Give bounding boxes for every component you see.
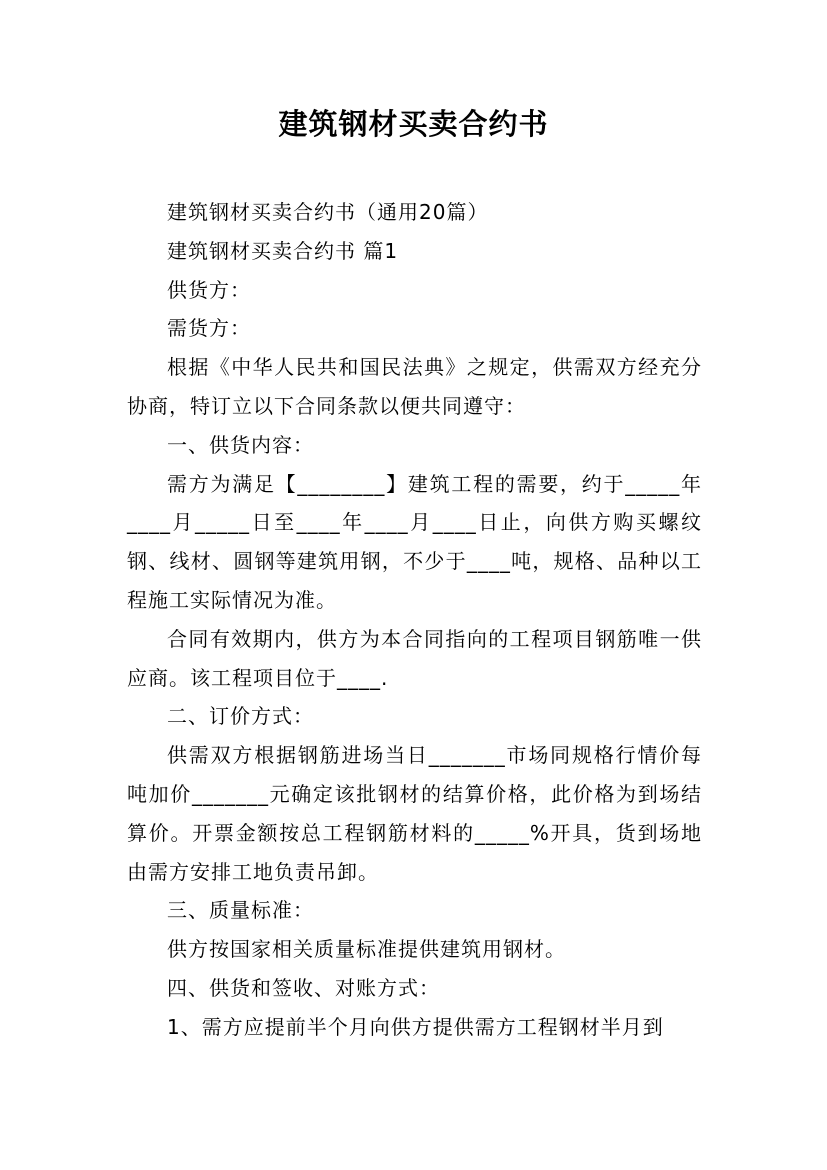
paragraph-pricing: 供需双方根据钢筋进场当日_______市场同规格行情价每吨加价_______元确定该批钢材的结算价格，此价格为到场结算价。开票金额按总工程钢筋材料的_____%开具，货到场地由需方安排工地负责吊卸。 — [127, 743, 702, 884]
paragraph-preamble: 根据《中华人民共和国民法典》之规定，供需双方经充分协商，特订立以下合同条款以便共同遵守： — [127, 355, 702, 418]
paragraph-validity: 合同有效期内，供方为本合同指向的工程项目钢筋唯一供应商。该工程项目位于____. — [127, 626, 702, 690]
paragraph-quality: 供方按国家相关质量标准提供建筑用钢材。 — [167, 937, 566, 962]
heading-delivery: 四、供货和签收、对账方式： — [167, 975, 440, 1000]
heading-quality: 三、质量标准： — [167, 898, 314, 923]
paragraph-section-heading: 建筑钢材买卖合约书 篇1 — [167, 238, 399, 263]
paragraph-supply-content: 需方为满足【________】建筑工程的需要，约于_____年____月_____日至____年____月____日止，向供方购买螺纹钢、线材、圆钢等建筑用钢，不少于____吨，规格、品种以工程施工实际情况为准。 — [127, 471, 702, 612]
document-body — [127, 193, 702, 1047]
paragraph-delivery-1: 1、需方应提前半个月向供方提供需方工程钢材半月到 — [167, 1014, 664, 1039]
heading-pricing: 二、订价方式： — [167, 704, 314, 729]
paragraph-supplier: 供货方： — [167, 277, 251, 302]
heading-supply-content: 一、供货内容： — [167, 432, 314, 457]
document-title: 建筑钢材买卖合约书 — [278, 107, 549, 141]
paragraph-buyer: 需货方： — [167, 316, 251, 341]
paragraph-subtitle: 建筑钢材买卖合约书（通用20篇） — [167, 200, 489, 224]
